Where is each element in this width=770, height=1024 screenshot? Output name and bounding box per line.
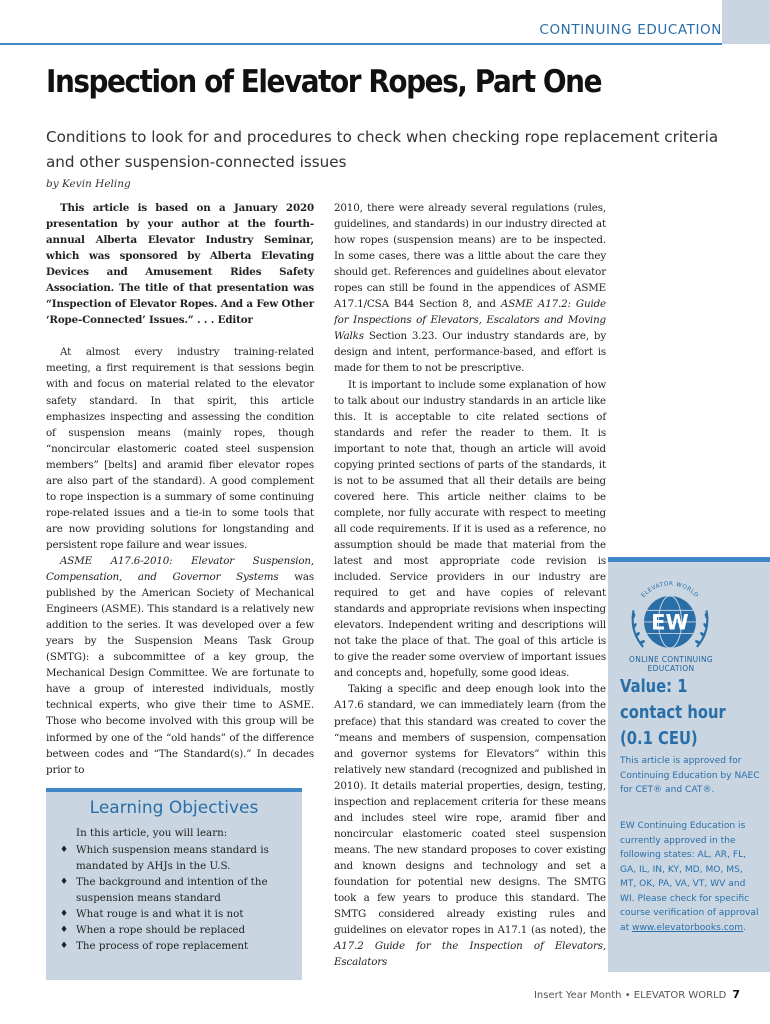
intro-paragraph: This article is based on a January 2020 presentation by your author at the fourth-annual Alberta Elevator Industry Seminar, which was sponsored by Alberta Elevating Devices and Amusement Rides Safety Association. The title of that presentation was “Inspection of Elevator Ropes. And a Few Other ‘Rope-Connected’ Issues.” . . . Editor [46, 202, 314, 327]
paragraph-4: It is important to include some explanation of how to talk about our industry standards in an article like this. It is acceptable to cite related sections of standards and refer the reader to them. It is important to note that, though an article will avoid copying printed sections of parts of the standards, it is not to be assumed that all their details are being covered here. This article neither claims to be complete, nor fully accurate with respect to meeting all code requirements. If it is used as a reference, no assumption should be made that material from the latest and most appropriate code revision is included. Service providers in our industry are required to get and have copies of relevant standards and appropriate revisions when inspecting elevators. Independent writing and descriptions will not take the place of that. The goal of this article is to give the reader some overview of important issues and concepts and, hopefully, some good ideas. [334, 378, 606, 680]
learning-objectives-list [56, 842, 296, 954]
paragraph-3: 2010, there were already several regulations (rules, guidelines, and standards) in our industry directed at how ropes (suspension means) are to be inspected. In some cases, there was a little about the care they should get. References and guidelines about elevator ropes can still be found in the appendices of ASME A17.1/CSA B44 Section 8, and ASME A17.2: Guide for Inspections of Elevators, Escalators and Moving Walks Section 3.23. Our industry standards are, by design and intent, performance-based, and effort is made for them to not be prescriptive. [334, 202, 607, 375]
article-column-middle [334, 200, 606, 970]
standard-title: ASME A17.6-2010: Elevator Suspension, Compensation, and Governor Systems [46, 554, 314, 584]
byline: by Kevin Heling [46, 178, 131, 190]
diamond-bullet-icon: ♦ [60, 925, 69, 935]
page-footer [0, 988, 740, 1001]
states-text: EW Continuing Education is currently approved in the following states: AL, AR, FL, GA, IL, IN, KY, MD, MO, MS, MT, OK, PA, VA, VT, WV and WI. Please check for specific course verification of approval at www.elevatorbooks.com. [620, 821, 759, 933]
diamond-bullet-icon: ♦ [60, 845, 69, 855]
value-title: Value: 1 contact hour (0.1 CEU) [620, 676, 726, 749]
ceu-sidebar [608, 557, 770, 972]
list-item: ♦ The background and intention of the suspension means standard [60, 876, 268, 904]
elevatorbooks-link[interactable]: www.elevatorbooks.com [632, 922, 744, 933]
page-number: 7 [732, 988, 740, 1001]
section-label: CONTINUING EDUCATION [539, 22, 722, 38]
paragraph-2: ASME A17.6-2010: Elevator Suspension, Compensation, and Governor Systems was published by the American Society of Mechanical Engineers (ASME). This standard is a relatively new addition to the series. It was developed over a few years by the Suspension Means Task Group (SMTG): a subcommittee of a key group, the Mechanical Design Committee. We are fortunate to have a group of interested individuals, mostly technical experts, who give their time to ASME. Those who become involved with this group will be informed by one of the “old hands” of the difference between codes and “The Standard(s).” In decades prior to [46, 554, 314, 776]
approval-text: This article is approved for Continuing Education by NAEC for CET® and CAT®. [620, 756, 760, 795]
list-item: ♦ When a rope should be replaced [60, 924, 246, 936]
learning-objectives-intro: In this article, you will learn: [76, 827, 228, 839]
article-subtitle: Conditions to look for and procedures to check when checking rope replacement criteria and other suspension-connected issues [46, 128, 719, 171]
article-column-left [46, 200, 314, 778]
article-title: Inspection of Elevator Ropes, Part One [46, 64, 602, 100]
list-item: ♦ What rouge is and what it is not [60, 908, 244, 920]
learning-objectives-title: Learning Objectives [89, 798, 259, 818]
list-item: ♦ The process of rope replacement [60, 940, 249, 952]
list-item: ♦ Which suspension means standard is mandated by AHJs in the U.S. [60, 844, 269, 872]
ew-globe-logo-icon [622, 572, 718, 668]
diamond-bullet-icon: ♦ [60, 877, 69, 887]
section-rule [0, 43, 722, 45]
emblem-ring-text: ELEVATOR WORLD [640, 581, 700, 600]
emblem-caption: ONLINE CONTINUING EDUCATION [628, 655, 713, 673]
diamond-bullet-icon: ♦ [60, 941, 69, 951]
footer-text: Insert Year Month • ELEVATOR WORLD [533, 990, 727, 1001]
diamond-bullet-icon: ♦ [60, 909, 69, 919]
learning-objectives-box [46, 788, 302, 980]
paragraph-5: Taking a specific and deep enough look into the A17.6 standard, we can immediately learn (from the preface) that this standard was created to cover the “means and members of suspension, compensation and governor systems for Elevators” within this relatively new standard (recognized and published in 2010). It details material properties, design, testing, inspection and replacement criteria for these means and includes steel wire rope, aramid fiber and noncircular elastomeric coated steel suspension means. The new standard proposes to cover existing and known designs and technology and set a foundation for potential new designs. The SMTG took a few years to produce this standard. The SMTG considered already existing rules and guidelines on elevator ropes in A17.1 (as noted), the A17.2 Guide for the Inspection of Elevators, Escalators [334, 683, 606, 969]
emblem-letters: EW [651, 609, 689, 635]
corner-tab [722, 0, 770, 44]
paragraph-1: At almost every industry training-related meeting, a first requirement is that sessions begin with and focus on material related to the elevator safety standard. In that spirit, this article emphasizes inspecting and assessing the condition of suspension means (mainly ropes, though “noncircular elastomeric coated steel suspension members” [belts] and aramid fiber elevator ropes are also part of the standard). A good complement to rope inspection is a summary of some continuing rope-related issues and a tie-in to some tools that are now providing solutions for longstanding and persistent rope failure and wear issues. [46, 346, 314, 551]
